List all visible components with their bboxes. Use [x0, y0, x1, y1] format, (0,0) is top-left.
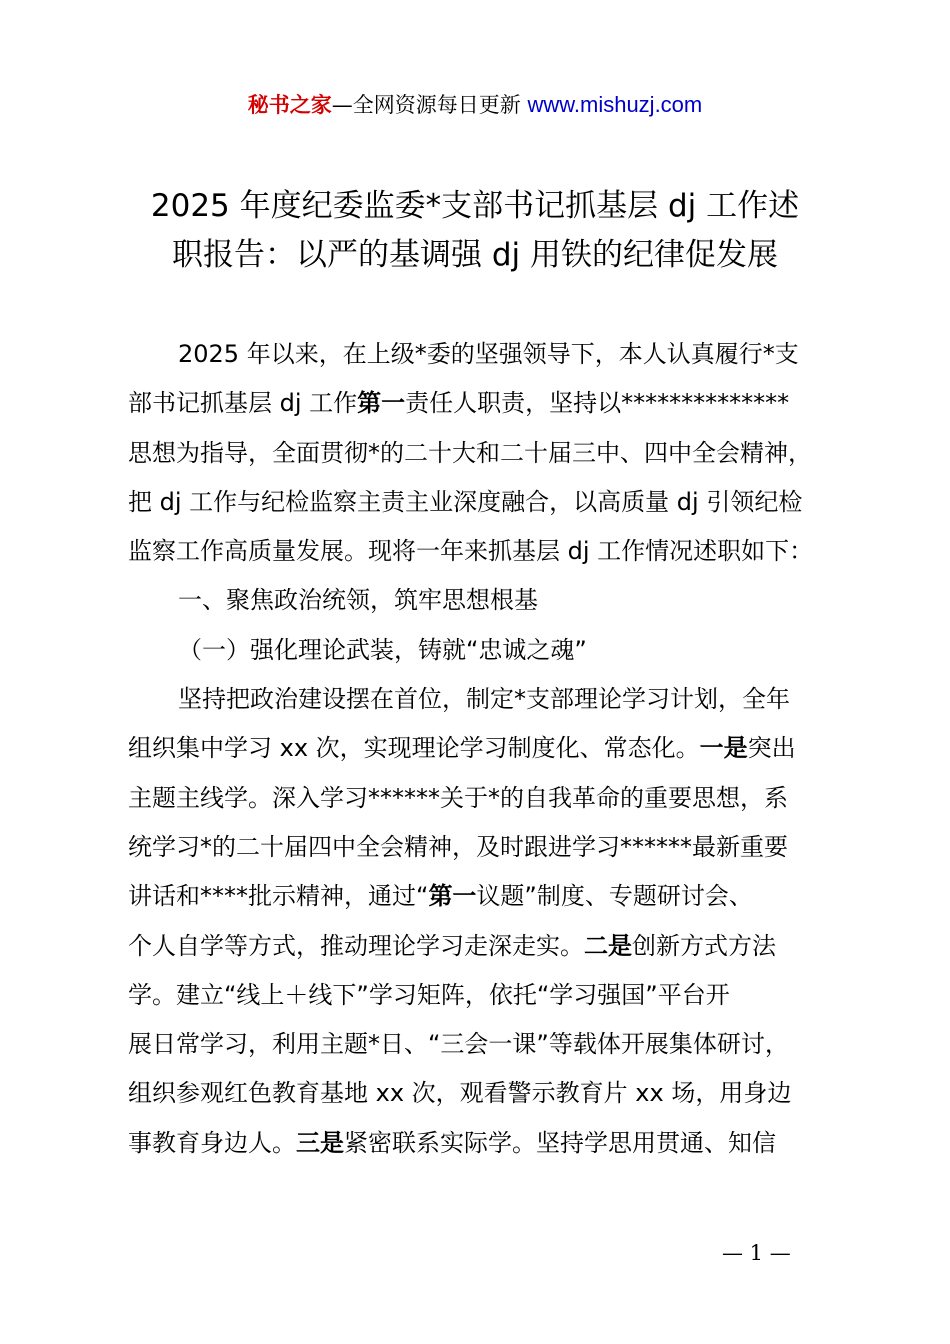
- text-run: 事教育身边人。: [128, 1128, 296, 1157]
- subsection-heading: （一）强化理论武装，铸就“忠诚之魂”: [178, 635, 587, 664]
- text-run: 讲话和****批示精神，通过“: [128, 882, 429, 911]
- title-line: 职报告：以严的基调强 dj 用铁的纪律促发展: [172, 237, 778, 273]
- site-header: [0, 90, 950, 120]
- title-line: 2025 年度纪委监委*支部书记抓基层 dj 工作述: [150, 188, 800, 224]
- text-line: 思想为指导，全面贯彻*的二十大和二十届三中、四中全会精神，: [128, 438, 812, 467]
- bold-run: 三是: [296, 1128, 344, 1157]
- text-run: 紧密联系实际学。坚持学思用贯通、知信: [344, 1128, 776, 1157]
- page-number: — 1 —: [722, 1241, 791, 1265]
- text-line: 坚持把政治建设摆在首位，制定*支部理论学习计划，全年: [178, 685, 790, 714]
- text-run: 部书记抓基层 dj 工作: [128, 389, 358, 418]
- text-run: 议题”制度、专题研讨会、: [476, 882, 753, 911]
- bold-run: 第一: [428, 882, 477, 911]
- text-line: 学。建立“线上＋线下”学习矩阵，依托“学习强国”平台开: [128, 980, 730, 1009]
- site-url[interactable]: www.mishuzj.com: [527, 92, 703, 117]
- bold-run: 二是: [584, 931, 632, 960]
- text-run: 组织集中学习 xx 次，实现理论学习制度化、常态化。: [128, 734, 700, 763]
- text-line: [128, 1119, 840, 1168]
- document-title: [90, 182, 860, 280]
- bold-run: 第一: [357, 389, 406, 418]
- site-brand: 秘书之家: [247, 93, 332, 117]
- text-run: 个人自学等方式，推动理论学习走深走实。: [128, 931, 584, 960]
- document-body: [128, 330, 840, 1168]
- text-line: 统学习*的二十届四中全会精神，及时跟进学习******最新重要: [128, 832, 788, 861]
- text-line: 主题主线学。深入学习******关于*的自我革命的重要思想，系: [128, 783, 788, 812]
- text-line: 展日常学习，利用主题*日、“三会一课”等载体开展集体研讨，: [128, 1030, 789, 1059]
- text-run: 创新方式方法: [632, 931, 776, 960]
- text-line: 监察工作高质量发展。现将一年来抓基层 dj 工作情况述职如下：: [128, 537, 814, 566]
- section-heading: 一、聚焦政治统领，筑牢思想根基: [178, 586, 538, 615]
- text-line: [128, 724, 840, 773]
- text-line: 2025 年以来，在上级*委的坚强领导下，本人认真履行*支: [178, 340, 799, 368]
- text-line: [128, 872, 840, 921]
- text-line: [128, 922, 840, 971]
- text-run: 责任人职责，坚持以**************: [405, 389, 790, 418]
- text-run: 突出: [747, 734, 796, 763]
- site-tagline: —全网资源每日更新: [331, 93, 528, 117]
- text-line: 把 dj 工作与纪检监察主责主业深度融合，以高质量 dj 引领纪检: [128, 487, 803, 516]
- text-line: [128, 379, 840, 428]
- text-line: 组织参观红色教育基地 xx 次，观看警示教育片 xx 场，用身边: [128, 1079, 792, 1108]
- bold-run: 一是: [699, 734, 748, 763]
